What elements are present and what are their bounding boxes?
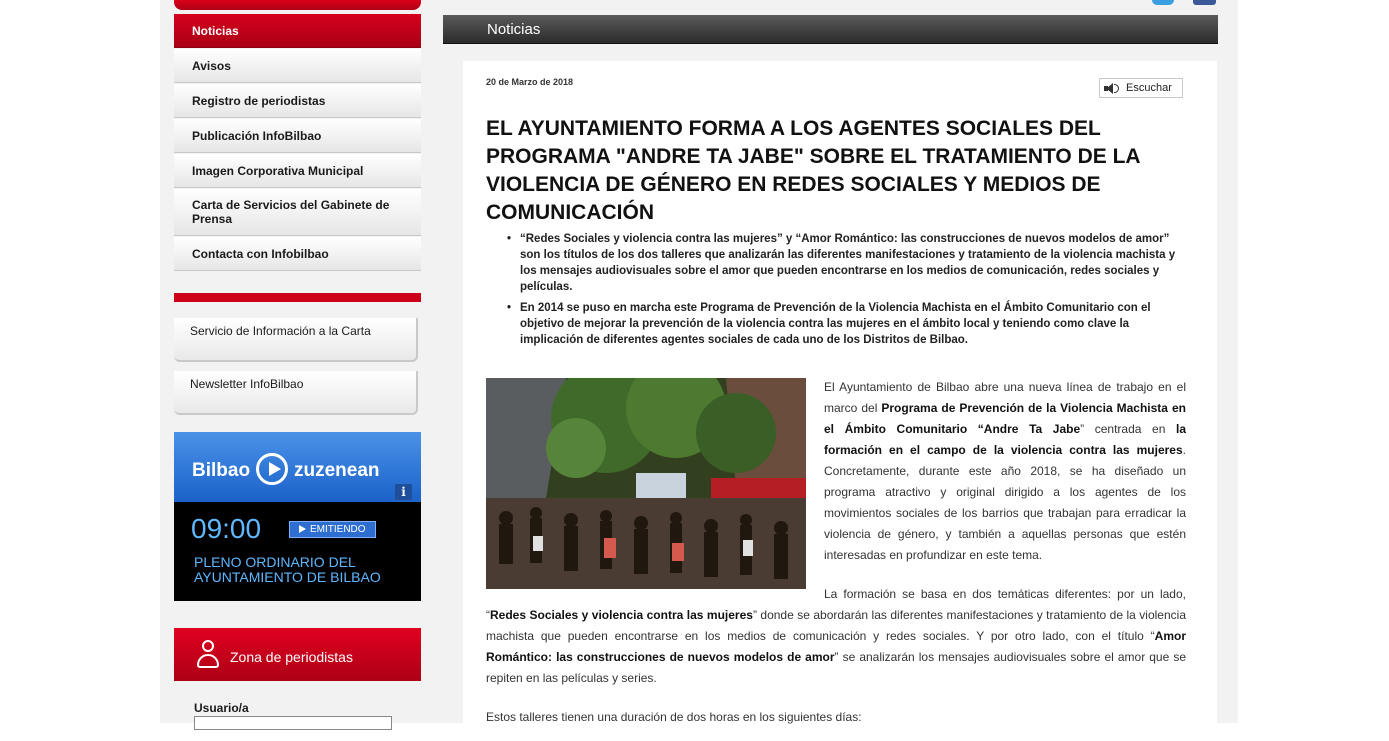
listen-button[interactable] (1099, 78, 1183, 98)
login-user-input[interactable] (194, 716, 392, 730)
sidebar-item-carta-servicios[interactable] (174, 189, 421, 236)
facebook-icon[interactable] (1193, 0, 1216, 5)
sidebar-item-label: Registro de periodistas (192, 93, 326, 108)
live-stream-widget[interactable] (174, 432, 421, 601)
live-time: 09:00 (191, 513, 262, 544)
sidebar-nav (174, 14, 421, 272)
user-icon (197, 640, 219, 670)
login-user-label: Usuario/a (194, 701, 249, 715)
article (463, 61, 1217, 741)
sidebar-item-noticias[interactable] (174, 14, 421, 48)
live-brand-left: Bilbao (192, 460, 251, 481)
article-photo[interactable] (486, 378, 806, 589)
service-info-carta[interactable] (174, 318, 418, 362)
service-newsletter[interactable] (174, 371, 418, 415)
article-headline: EL AYUNTAMIENTO FORMA A LOS AGENTES SOCIALES DEL PROGRAMA "ANDRE TA JABE" SOBRE EL TRATAMIENTO DE LA VIOLENCIA DE GÉNERO EN REDES SOCIALES Y MEDIOS DE COMUNICACIÓN (486, 117, 1140, 224)
section-title: Noticias (487, 21, 541, 38)
speaker-icon (1104, 83, 1120, 94)
listen-label: Escuchar (1126, 82, 1172, 94)
sidebar-item-registro-periodistas[interactable] (174, 84, 421, 118)
sidebar-item-publicacion-infobilbao[interactable] (174, 119, 421, 153)
article-paragraph-1: El Ayuntamiento de Bilbao abre una nueva línea de trabajo en el marco del Programa de Prevención de la Violencia Machista en el Ámbito Comunitario “Andre Ta Jabe” centrada en la formación en el campo de la violencia contra las mujeres. Concretamente, durante este año 2018, se ha diseñado un programa atractivo y original dirigido a los agentes de los movimientos sociales de los barrios que trabajan para erradicar la violencia de género, y también a aquellas personas que estén interesadas en profundizar en este tema. (824, 380, 1186, 562)
live-stream-header (174, 432, 421, 502)
sidebar-item-avisos[interactable] (174, 49, 421, 83)
live-status-badge[interactable]: EMITIENDO (289, 521, 376, 538)
article-summary (501, 231, 1191, 353)
sidebar-item-label: Contacta con Infobilbao (192, 246, 329, 261)
press-zone-banner[interactable] (174, 628, 421, 681)
article-paragraph-2: La formación se basa en dos temáticas diferentes: por un lado, “Redes Sociales y violencia contra las mujeres” donde se abordarán las diferentes manifestaciones y tratamiento de la violencia machista que pueden encontrarse en los medios de comunicación y redes sociales. Y por otro lado, con el título “Amor Romántico: las construcciones de nuevos modelos de amor” se analizarán los mensajes audiovisuales sobre el amor que se repiten en las películas y series. (486, 587, 1187, 685)
sidebar-item-label: Avisos (192, 58, 231, 73)
press-zone-label: Zona de periodistas (230, 649, 353, 665)
service-label: Newsletter InfoBilbao (190, 377, 304, 391)
sidebar-item-label: Imagen Corporativa Municipal (192, 163, 364, 178)
summary-item: • “Redes Sociales y violencia contra las mujeres” y “Amor Romántico: las construcciones de nuevos modelos de amor” son los títulos de los dos talleres que analizarán las diferentes manifestaciones y tratamiento de la violencia machista y los mensajes audiovisuales sobre el amor que pueden encontrarse en los medios de comunicación, redes sociales y películas. (501, 231, 1191, 295)
sidebar-item-contacta[interactable] (174, 237, 421, 271)
street-crowd-photo (486, 378, 806, 589)
sidebar-item-label: Noticias (192, 23, 239, 38)
service-label: Servicio de Información a la Carta (190, 324, 371, 338)
summary-item: • En 2014 se puso en marcha este Programa de Prevención de la Violencia Machista en el Ámbito Comunitario con el objetivo de mejorar la prevención de la violencia contra las mujeres en el ámbito local y teniendo como clave la implicación de diferentes agentes sociales de cada uno de los Distritos de Bilbao. (501, 300, 1191, 348)
twitter-icon[interactable] (1152, 0, 1174, 5)
sidebar-item-imagen-corporativa[interactable] (174, 154, 421, 188)
article-paragraph-3: Estos talleres tienen una duración de dos horas en los siguientes días: (486, 710, 862, 724)
sidebar-item-label: Carta de Servicios del Gabinete de Prensa (192, 198, 390, 226)
info-icon[interactable]: i (395, 484, 412, 500)
article-date: 20 de Marzo de 2018 (486, 77, 574, 87)
live-brand-right: zuzenean (294, 460, 380, 481)
live-description[interactable]: PLENO ORDINARIO DEL AYUNTAMIENTO DE BILBAO (194, 554, 381, 585)
play-icon[interactable] (256, 453, 288, 485)
sidebar-divider (174, 293, 421, 302)
section-header (443, 15, 1218, 44)
sidebar-item-label: Publicación InfoBilbao (192, 128, 322, 143)
sidebar-top-tab[interactable] (174, 0, 421, 10)
